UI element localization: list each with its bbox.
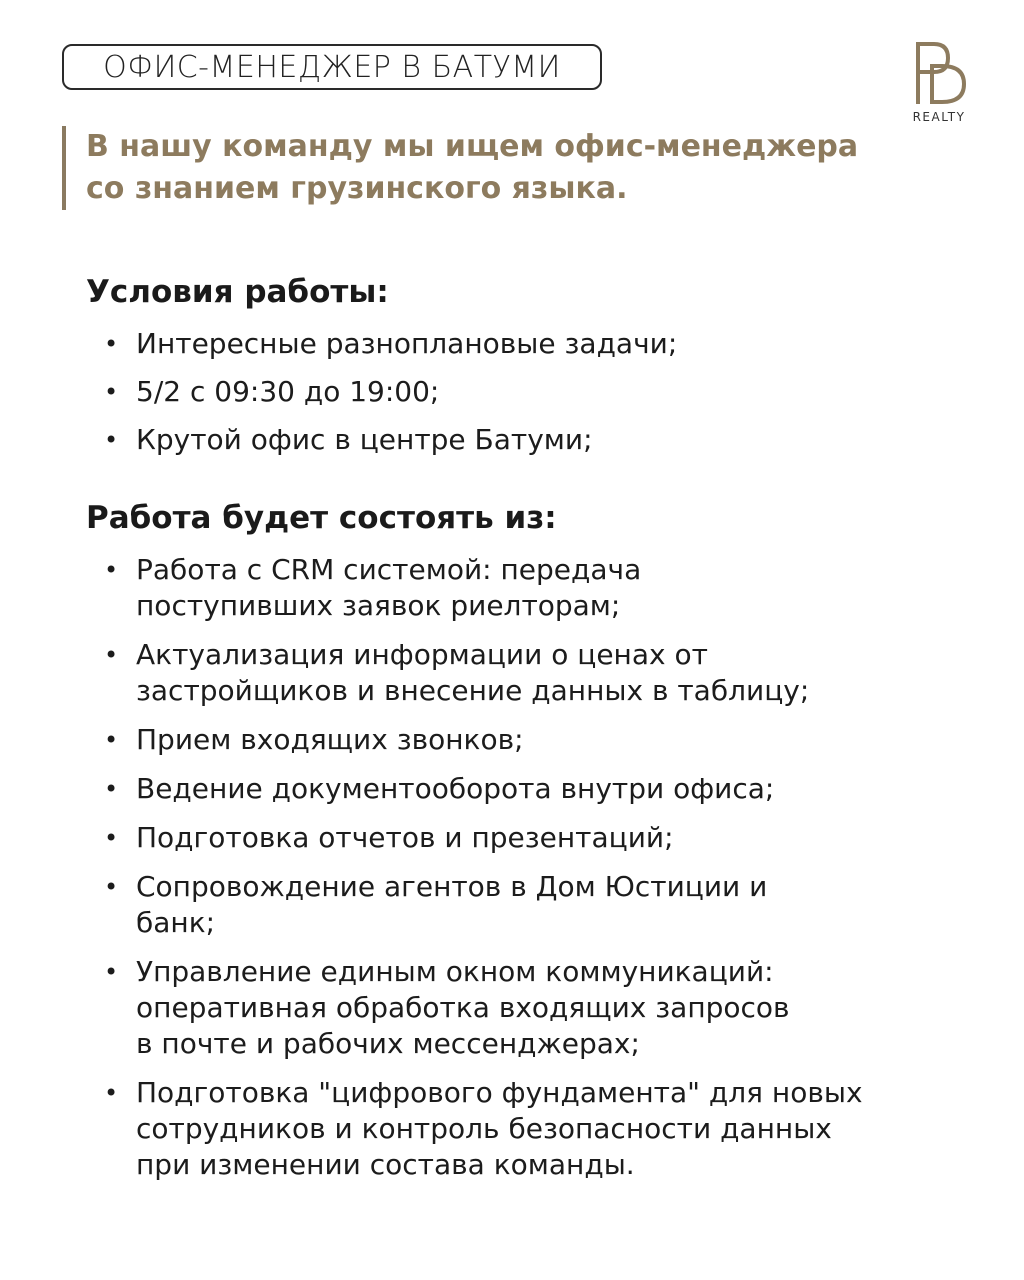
list-item: • Сопровождение агентов в Дом Юстиции и банк; bbox=[104, 870, 768, 939]
bullet-icon: • bbox=[104, 641, 119, 669]
bullet-icon: • bbox=[104, 330, 119, 358]
list-item: • Прием входящих звонков; bbox=[104, 723, 524, 756]
bullet-icon: • bbox=[104, 775, 119, 803]
company-logo bbox=[904, 40, 974, 128]
list-item: • Крутой офис в центре Батуми; bbox=[104, 423, 593, 456]
conditions-heading: Условия работы: bbox=[86, 274, 389, 310]
intro-line: со знанием грузинского языка. bbox=[86, 171, 628, 206]
logo-monogram-icon bbox=[912, 40, 968, 106]
page-title: ОФИС-МЕНЕДЖЕР В БАТУМИ bbox=[103, 49, 561, 85]
list-item: • Актуализация информации о ценах от застройщиков и внесение данных в таблицу; bbox=[104, 638, 810, 707]
bullet-icon: • bbox=[104, 873, 119, 901]
bullet-icon: • bbox=[104, 824, 119, 852]
list-item: • Ведение документооборота внутри офиса; bbox=[104, 772, 775, 805]
title-box bbox=[62, 44, 602, 90]
bullet-icon: • bbox=[104, 958, 119, 986]
bullet-icon: • bbox=[104, 378, 119, 406]
bullet-icon: • bbox=[104, 1079, 119, 1107]
intro-line: В нашу команду мы ищем офис-менеджера bbox=[86, 129, 859, 164]
list-item: • 5/2 с 09:30 до 19:00; bbox=[104, 375, 440, 408]
duties-heading: Работа будет состоять из: bbox=[86, 500, 557, 536]
list-item: • Управление единым окном коммуникаций: оперативная обработка входящих запросов в почте и рабочих мессенджерах; bbox=[104, 955, 790, 1060]
list-item: • Работа с CRM системой: передача поступивших заявок риелторам; bbox=[104, 553, 642, 622]
bullet-icon: • bbox=[104, 726, 119, 754]
list-item: • Подготовка "цифрового фундамента" для новых сотрудников и контроль безопасности данных при изменении состава команды. bbox=[104, 1076, 863, 1181]
duties-list bbox=[100, 552, 920, 1196]
list-item: • Подготовка отчетов и презентаций; bbox=[104, 821, 674, 854]
list-item: • Интересные разноплановые задачи; bbox=[104, 327, 678, 360]
conditions-list bbox=[100, 326, 920, 470]
bullet-icon: • bbox=[104, 556, 119, 584]
logo-text: REALTY bbox=[912, 110, 966, 124]
bullet-icon: • bbox=[104, 426, 119, 454]
intro-block bbox=[62, 126, 926, 210]
